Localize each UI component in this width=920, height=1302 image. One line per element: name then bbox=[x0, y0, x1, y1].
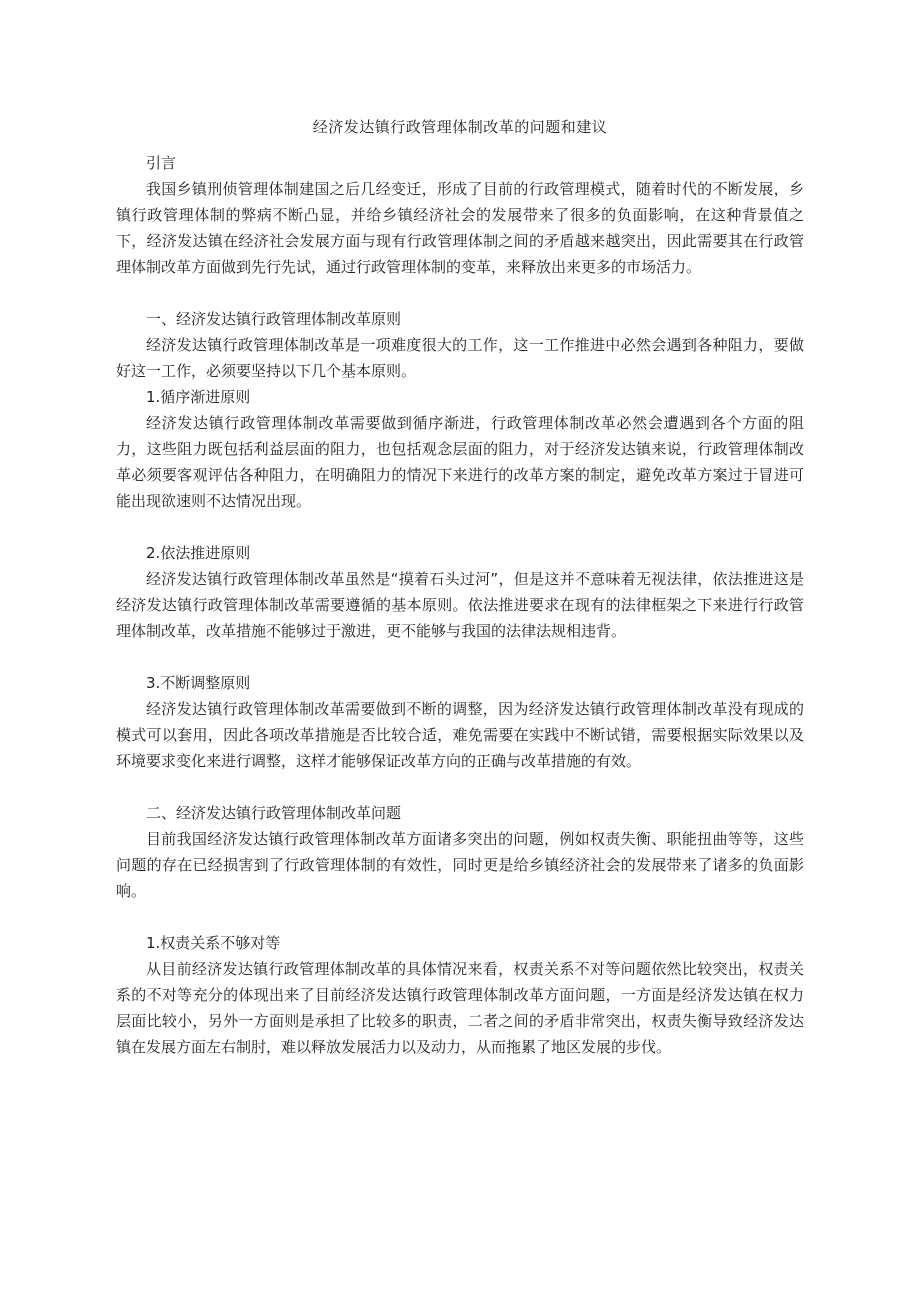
section1-heading: 一、经济发达镇行政管理体制改革原则 bbox=[146, 310, 402, 328]
section1-sub3-heading: 3.不断调整原则 bbox=[146, 674, 251, 692]
intro-label: 引言 bbox=[146, 154, 177, 172]
document-title: 经济发达镇行政管理体制改革的问题和建议 bbox=[312, 118, 608, 136]
section2-heading: 二、经济发达镇行政管理体制改革问题 bbox=[146, 804, 402, 822]
blank-line bbox=[116, 280, 804, 306]
blank-line bbox=[116, 514, 804, 540]
intro-paragraph: 我国乡镇刑侦管理体制建国之后几经变迁，形成了目前的行政管理模式，随着时代的不断发展，乡镇行政管理体制的弊病不断凸显，并给乡镇经济社会的发展带来了很多的负面影响，在这种背景值之下，经济发达镇在经济社会发展方面与现有行政管理体制之间的矛盾越来越突出，因此需要其在行政管理体制改革方面做到先行先试，通过行政管理体制的变革，来释放出来更多的市场活力。 bbox=[116, 180, 804, 276]
blank-line bbox=[116, 774, 804, 800]
section1-sub2-text: 经济发达镇行政管理体制改革虽然是“摸着石头过河”，但是这并不意味着无视法律，依法推进这是经济发达镇行政管理体制改革需要遵循的基本原则。依法推进要求在现有的法律框架之下来进行行政管理体制改革，改革措施不能够过于激进，更不能够与我国的法律法规相违背。 bbox=[116, 570, 804, 640]
document-body bbox=[116, 150, 804, 1060]
section2-sub1-heading: 1.权责关系不够对等 bbox=[146, 934, 281, 952]
section2-sub1-text: 从目前经济发达镇行政管理体制改革的具体情况来看，权责关系不对等问题依然比较突出，权责关系的不对等充分的体现出来了目前经济发达镇行政管理体制改革方面问题，一方面是经济发达镇在权力层面比较小，另外一方面则是承担了比较多的职责，二者之间的矛盾非常突出，权责失衡导致经济发达镇在发展方面左右制肘，难以释放发展活力以及动力，从而拖累了地区发展的步伐。 bbox=[116, 960, 804, 1056]
blank-line bbox=[116, 904, 804, 930]
section1-sub2-heading: 2.依法推进原则 bbox=[146, 544, 251, 562]
section1-sub1-heading: 1.循序渐进原则 bbox=[146, 388, 251, 406]
section2-intro: 目前我国经济发达镇行政管理体制改革方面诸多突出的问题，例如权责失衡、职能扭曲等等，这些问题的存在已经损害到了行政管理体制的有效性，同时更是给乡镇经济社会的发展带来了诸多的负面影响。 bbox=[116, 830, 804, 900]
section1-intro: 经济发达镇行政管理体制改革是一项难度很大的工作，这一工作推进中必然会遇到各种阻力，要做好这一工作，必须要坚持以下几个基本原则。 bbox=[116, 336, 804, 380]
section1-sub3-text: 经济发达镇行政管理体制改革需要做到不断的调整，因为经济发达镇行政管理体制改革没有现成的模式可以套用，因此各项改革措施是否比较合适，难免需要在实践中不断试错，需要根据实际效果以及环境要求变化来进行调整，这样才能够保证改革方向的正确与改革措施的有效。 bbox=[116, 700, 804, 770]
section1-sub1-text: 经济发达镇行政管理体制改革需要做到循序渐进，行政管理体制改革必然会遭遇到各个方面的阻力，这些阻力既包括利益层面的阻力，也包括观念层面的阻力，对于经济发达镇来说，行政管理体制改革必须要客观评估各种阻力，在明确阻力的情况下来进行的改革方案的制定，避免改革方案过于冒进可能出现欲速则不达情况出现。 bbox=[116, 414, 804, 510]
blank-line bbox=[116, 644, 804, 670]
